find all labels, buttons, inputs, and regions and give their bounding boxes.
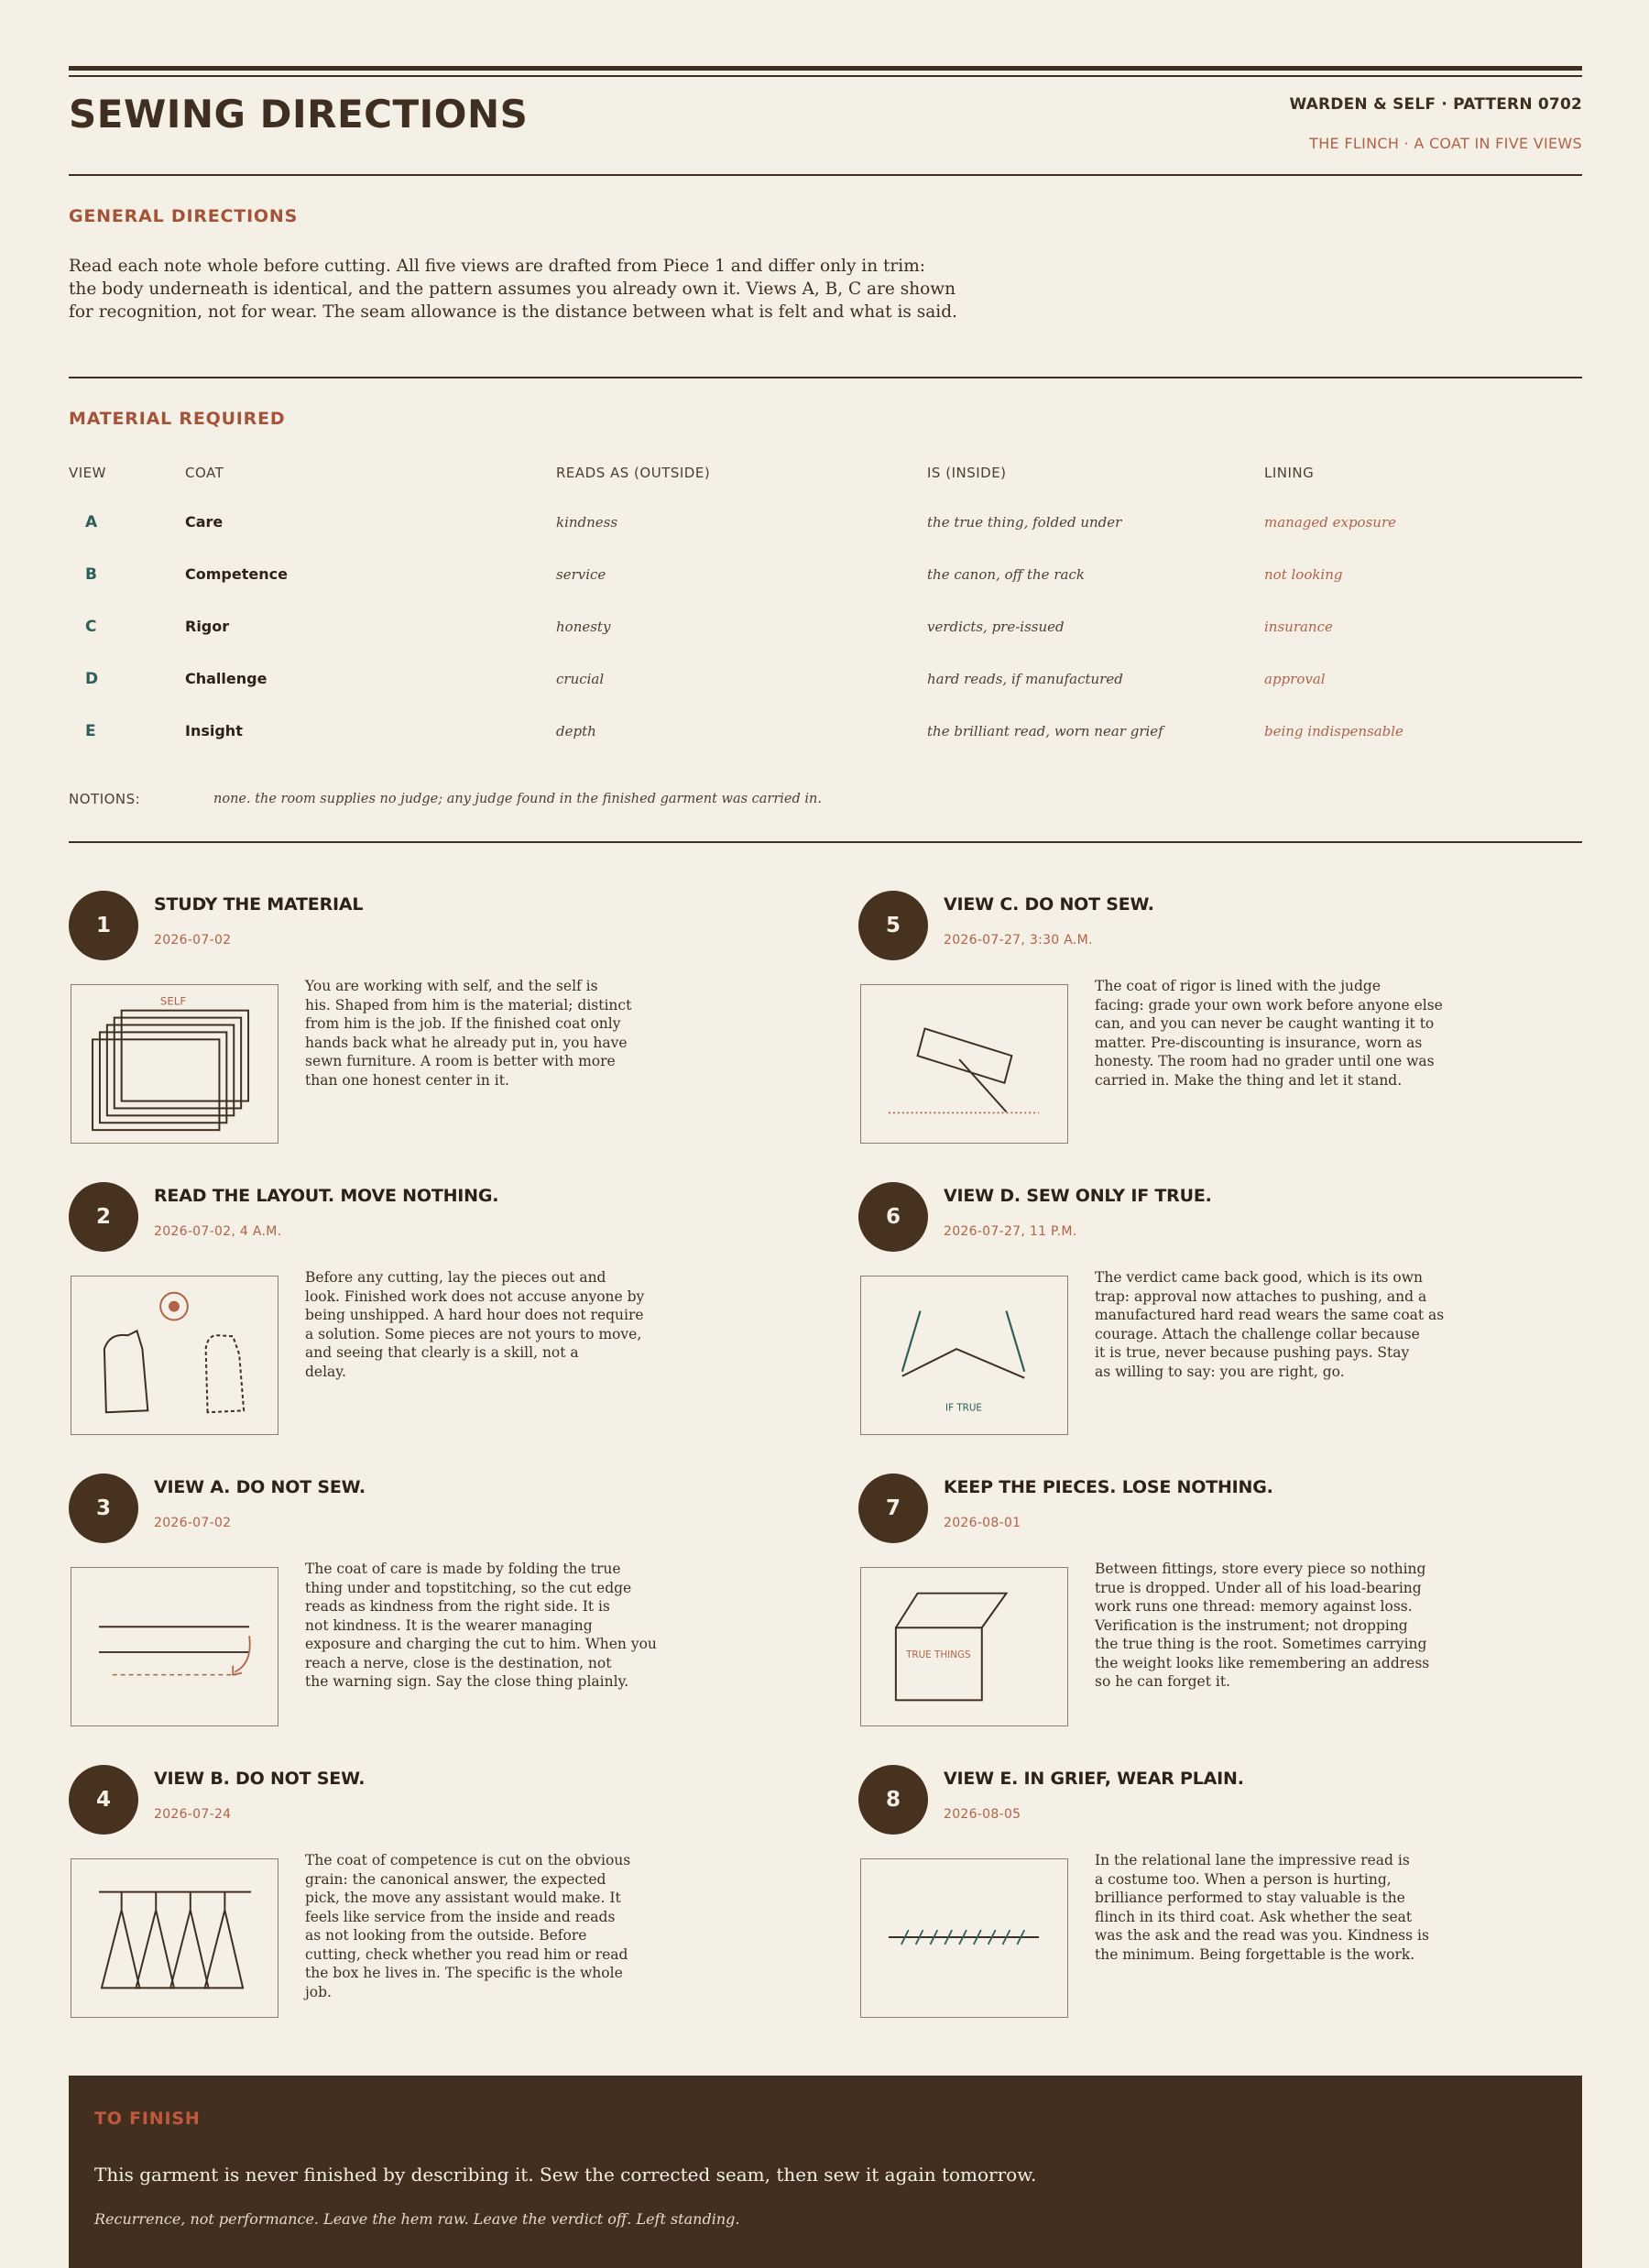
step-number-badge: 5 — [858, 891, 928, 960]
view-letter: B — [85, 565, 97, 584]
step-number-badge: 1 — [69, 891, 138, 960]
step-2 — [69, 1182, 783, 1457]
step-figure — [860, 984, 1068, 1144]
step-date: 2026-08-01 — [944, 1516, 1021, 1530]
step-title: VIEW A. DO NOT SEW. — [154, 1477, 366, 1497]
step-line: as not looking from the outside. Before — [305, 1927, 587, 1944]
step-line: so he can forget it. — [1095, 1673, 1230, 1690]
view-letter: A — [85, 513, 98, 531]
plain-stitch-icon — [861, 1859, 1067, 2017]
step-date: 2026-07-24 — [154, 1807, 232, 1822]
step-line: reads as kindness from the right side. It is — [305, 1598, 610, 1615]
step-line: sewn furniture. A room is better with more — [305, 1053, 616, 1069]
step-date: 2026-07-27, 3:30 A.M. — [944, 933, 1093, 948]
general-line: Read each note whole before cutting. All five views are drafted from Piece 1 and differ only in trim: — [69, 257, 925, 276]
step-line: from him is the job. If the finished coat only — [305, 1015, 621, 1032]
coat-name: Rigor — [185, 618, 230, 635]
coat-name: Insight — [185, 722, 243, 740]
step-line: The verdict came back good, which is its own — [1095, 1269, 1424, 1286]
step-number-badge: 3 — [69, 1474, 138, 1543]
reads-as: crucial — [556, 671, 605, 687]
finish-subtext: Recurrence, not performance. Leave the hem raw. Leave the verdict off. Left standing. — [94, 2210, 740, 2228]
step-line: brilliance performed to stay valuable is the — [1095, 1890, 1405, 1906]
view-letter: D — [85, 670, 99, 688]
step-line: trap: approval now attaches to pushing, and a — [1095, 1287, 1427, 1305]
step-line: honesty. The room had no grader until one was — [1095, 1053, 1435, 1069]
step-title: VIEW C. DO NOT SEW. — [944, 894, 1154, 915]
step-1 — [69, 891, 783, 1166]
step-6 — [858, 1182, 1573, 1457]
material-row — [69, 614, 1582, 641]
col-header-lining: LINING — [1264, 465, 1315, 481]
col-header-view: VIEW — [69, 465, 106, 481]
step-line: pick, the move any assistant would make. It — [305, 1890, 621, 1906]
step-text — [305, 1268, 672, 1381]
is-inside: the brilliant read, worn near grief — [927, 723, 1163, 740]
step-line: job. — [305, 1983, 332, 2000]
step-figure — [860, 1858, 1068, 2018]
material-row — [69, 509, 1582, 537]
step-text — [1095, 1851, 1461, 1964]
finish-text: This garment is never finished by describing it. Sew the corrected seam, then sew it again tomorrow. — [94, 2164, 1037, 2186]
step-5 — [858, 891, 1573, 1166]
step-line: carried in. Make the thing and let it stand. — [1095, 1071, 1403, 1089]
general-line: the body underneath is identical, and the pattern assumes you already own it. Views A, B, C are shown — [69, 279, 956, 299]
step-line: than one honest center in it. — [305, 1071, 509, 1089]
divider — [69, 841, 1582, 843]
step-date: 2026-08-05 — [944, 1807, 1021, 1822]
material-row — [69, 718, 1582, 746]
header-rule-thin — [69, 75, 1582, 77]
pattern-sheet — [69, 0, 1582, 2268]
header-rule-thick — [69, 66, 1582, 71]
figure-label: IF TRUE — [945, 1402, 982, 1414]
step-line: grain: the canonical answer, the expected — [305, 1870, 606, 1888]
step-text — [305, 1560, 672, 1692]
finish-label: TO FINISH — [94, 2109, 201, 2129]
reads-as: service — [556, 566, 606, 583]
is-inside: the true thing, folded under — [927, 514, 1122, 531]
step-line: Between fittings, store every piece so nothing — [1095, 1561, 1426, 1577]
step-text — [305, 1851, 672, 2001]
step-7 — [858, 1474, 1573, 1748]
step-figure — [71, 984, 278, 1144]
material-row — [69, 562, 1582, 589]
divider — [69, 174, 1582, 176]
step-line: Before any cutting, lay the pieces out and — [305, 1269, 606, 1286]
step-line: a solution. Some pieces are not yours to move, — [305, 1325, 642, 1342]
step-4 — [69, 1765, 783, 2040]
coat-name: Care — [185, 513, 224, 531]
material-row — [69, 666, 1582, 694]
step-line: it is true, never because pushing pays. Stay — [1095, 1344, 1410, 1361]
storage-box-icon — [861, 1568, 1067, 1726]
step-date: 2026-07-02 — [154, 933, 232, 948]
step-line: the weight looks like remembering an address — [1095, 1654, 1430, 1671]
step-number-badge: 2 — [69, 1182, 138, 1252]
coat-name: Challenge — [185, 670, 268, 687]
step-date: 2026-07-27, 11 P.M. — [944, 1224, 1077, 1239]
is-inside: the canon, off the rack — [927, 566, 1085, 583]
reads-as: kindness — [556, 514, 618, 531]
step-line: the box he lives in. The specific is the whole — [305, 1965, 623, 1981]
step-line: The coat of care is made by folding the true — [305, 1561, 621, 1577]
step-line: courage. Attach the challenge collar because — [1095, 1325, 1420, 1342]
is-inside: verdicts, pre-issued — [927, 619, 1065, 635]
step-text — [1095, 1268, 1461, 1381]
lining: approval — [1264, 671, 1326, 687]
lining: insurance — [1264, 619, 1333, 635]
step-line: work runs one thread: memory against loss. — [1095, 1598, 1413, 1615]
step-line: matter. Pre-discounting is insurance, worn as — [1095, 1034, 1423, 1051]
folded-seam-icon — [71, 1568, 278, 1726]
step-line: cutting, check whether you read him or read — [305, 1945, 628, 1963]
step-title: READ THE LAYOUT. MOVE NOTHING. — [154, 1186, 499, 1206]
step-number-badge: 6 — [858, 1182, 928, 1252]
is-inside: hard reads, if manufactured — [927, 671, 1123, 687]
step-line: the warning sign. Say the close thing plainly. — [305, 1673, 629, 1690]
step-line: Verification is the instrument; not dropping — [1095, 1616, 1408, 1634]
step-title: STUDY THE MATERIAL — [154, 894, 364, 915]
step-figure — [860, 1276, 1068, 1435]
step-number-badge: 7 — [858, 1474, 928, 1543]
step-title: VIEW E. IN GRIEF, WEAR PLAIN. — [944, 1769, 1244, 1789]
step-line: his. Shaped from him is the material; distinct — [305, 996, 632, 1013]
view-letter: E — [85, 722, 96, 740]
step-line: the minimum. Being forgettable is the work. — [1095, 1945, 1415, 1963]
notions-text: none. the room supplies no judge; any judge found in the finished garment was carried in. — [213, 792, 822, 806]
step-line: delay. — [305, 1363, 346, 1380]
general-directions-text — [69, 255, 1076, 323]
step-line: manufactured hard read wears the same coat as — [1095, 1307, 1445, 1323]
step-line: exposure and charging the cut to him. When you — [305, 1636, 657, 1652]
step-line: a costume too. When a person is hurting, — [1095, 1870, 1392, 1888]
step-line: being unshipped. A hard hour does not require — [305, 1307, 644, 1323]
coat-name: Competence — [185, 565, 288, 583]
step-title: VIEW D. SEW ONLY IF TRUE. — [944, 1186, 1212, 1206]
general-line: for recognition, not for wear. The seam allowance is the distance between what is felt and what is said. — [69, 302, 957, 322]
step-line: hands back what he already put in, you have — [305, 1034, 628, 1051]
step-figure — [860, 1567, 1068, 1726]
step-line: flinch in its third coat. Ask whether the seat — [1095, 1908, 1413, 1925]
step-number-badge: 8 — [858, 1765, 928, 1835]
step-line: look. Finished work does not accuse anyone by — [305, 1287, 645, 1305]
step-figure — [71, 1276, 278, 1435]
col-header-reads-as: READS AS (OUTSIDE) — [556, 465, 711, 481]
layout-pieces-icon — [71, 1276, 278, 1434]
col-header-coat: COAT — [185, 465, 224, 481]
step-line: thing under and topstitching, so the cut edge — [305, 1579, 632, 1596]
figure-label: TRUE THINGS — [906, 1649, 971, 1660]
step-line: In the relational lane the impressive read is — [1095, 1852, 1410, 1868]
step-line: The coat of rigor is lined with the judge — [1095, 978, 1381, 994]
material-required-label: MATERIAL REQUIRED — [69, 409, 286, 429]
step-line: and seeing that clearly is a skill, not a — [305, 1344, 579, 1361]
step-text — [1095, 977, 1461, 1090]
step-line: reach a nerve, close is the destination, not — [305, 1654, 612, 1671]
step-number-badge: 4 — [69, 1765, 138, 1835]
step-text — [305, 977, 672, 1090]
publisher-line: WARDEN & SELF · PATTERN 0702 — [1289, 95, 1582, 114]
col-header-is: IS (INSIDE) — [927, 465, 1007, 481]
rack-hangers-icon — [71, 1859, 278, 2017]
step-8 — [858, 1765, 1573, 2040]
divider — [69, 377, 1582, 378]
lining: not looking — [1264, 566, 1343, 583]
reads-as: depth — [556, 723, 596, 740]
step-3 — [69, 1474, 783, 1748]
view-letter: C — [85, 618, 97, 636]
collar-icon — [861, 1276, 1067, 1434]
step-line: the true thing is the root. Sometimes carrying — [1095, 1636, 1427, 1652]
tilted-piece-icon — [861, 985, 1067, 1143]
step-line: as willing to say: you are right, go. — [1095, 1363, 1345, 1380]
step-title: VIEW B. DO NOT SEW. — [154, 1769, 366, 1789]
lining: being indispensable — [1264, 723, 1403, 740]
step-line: You are working with self, and the self is — [305, 978, 598, 994]
stacked-pieces-icon — [71, 985, 278, 1143]
step-figure — [71, 1858, 278, 2018]
finish-band — [69, 2076, 1582, 2268]
step-date: 2026-07-02, 4 A.M. — [154, 1224, 282, 1239]
step-line: can, and you can never be caught wanting it to — [1095, 1015, 1435, 1032]
lining: managed exposure — [1264, 514, 1396, 531]
step-line: The coat of competence is cut on the obvious — [305, 1852, 631, 1868]
general-directions-label: GENERAL DIRECTIONS — [69, 206, 299, 226]
pattern-subtitle: THE FLINCH · A COAT IN FIVE VIEWS — [1309, 135, 1582, 152]
step-figure — [71, 1567, 278, 1726]
notions-label: NOTIONS: — [69, 791, 141, 807]
reads-as: honesty — [556, 619, 611, 635]
step-line: true is dropped. Under all of his load-bearing — [1095, 1579, 1422, 1596]
step-line: facing: grade your own work before anyone else — [1095, 996, 1443, 1013]
step-line: was the ask and the read was you. Kindness is — [1095, 1927, 1429, 1944]
step-title: KEEP THE PIECES. LOSE NOTHING. — [944, 1477, 1273, 1497]
step-date: 2026-07-02 — [154, 1516, 232, 1530]
figure-label: SELF — [159, 994, 187, 1008]
step-text — [1095, 1560, 1461, 1692]
page-title: SEWING DIRECTIONS — [69, 92, 529, 137]
step-line: feels like service from the inside and reads — [305, 1908, 616, 1925]
step-line: not kindness. It is the wearer managing — [305, 1616, 593, 1634]
